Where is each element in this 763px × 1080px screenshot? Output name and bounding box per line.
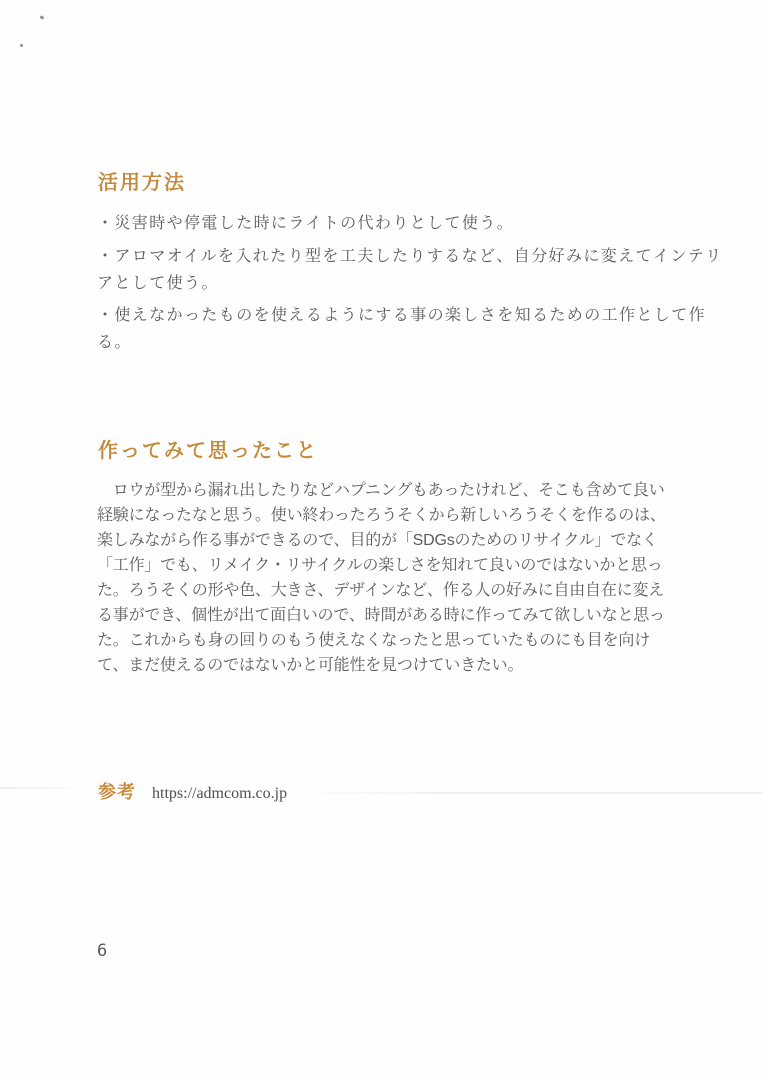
bullet-text-line: ・使えなかったものを使えるようにする事の楽しさを知るための工作として作 — [97, 307, 707, 324]
bullet-text-line: る。 — [97, 334, 132, 351]
paragraph-text-line: て、まだ使えるのではないかと可能性を見つけていきたい。 — [97, 657, 524, 674]
paragraph-text-line: る事ができ、個性が出て面白いので、時間がある時に作ってみて欲しいなと思っ — [97, 607, 665, 624]
bullet-text-line: ・災害時や停電した時にライトの代わりとして使う。 — [97, 215, 515, 232]
scan-speck — [40, 15, 45, 20]
reflection-section-heading: 作ってみて思ったこと — [98, 440, 318, 462]
paragraph-text-line: 「工作」でも、リメイク・リサイクルの楽しさを知れて良いのではないかと思っ — [97, 557, 663, 574]
reference-url: https://admcom.co.jp — [152, 785, 288, 802]
reference-label: 参考 — [98, 782, 136, 802]
reference-row — [98, 778, 287, 804]
usage-bullet-item — [97, 210, 682, 237]
page-number: 6 — [97, 941, 108, 961]
scan-streak — [290, 792, 763, 794]
paragraph-text-line: 楽しみながら作る事ができるので、目的が「SDGsのためのリサイクル」でなく — [97, 532, 658, 549]
paragraph-text-line: た。これからも身の回りのもう使えなくなったと思っていたものにも目を向け — [97, 632, 651, 649]
scan-streak — [0, 787, 90, 789]
paragraph-text-line: 経験になったなと思う。使い終わったろうそくから新しいろうそくを作るのは、 — [97, 507, 666, 524]
usage-section-heading: 活用方法 — [98, 172, 186, 194]
usage-bullet-item — [97, 302, 707, 356]
bullet-text-line: アとして使う。 — [97, 275, 219, 292]
usage-bullet-item — [97, 243, 723, 297]
scan-speck — [20, 44, 23, 47]
reflection-paragraph — [97, 478, 687, 678]
bullet-text-line: ・アロマオイルを入れたり型を工夫したりするなど、自分好みに変えてインテリ — [97, 248, 723, 265]
paragraph-text-line: た。ろうそくの形や色、大きさ、デザインなど、作る人の好みに自由自在に変え — [97, 582, 665, 599]
paragraph-text-line: ロウが型から漏れ出したりなどハプニングもあったけれど、そこも含めて良い — [97, 482, 665, 499]
